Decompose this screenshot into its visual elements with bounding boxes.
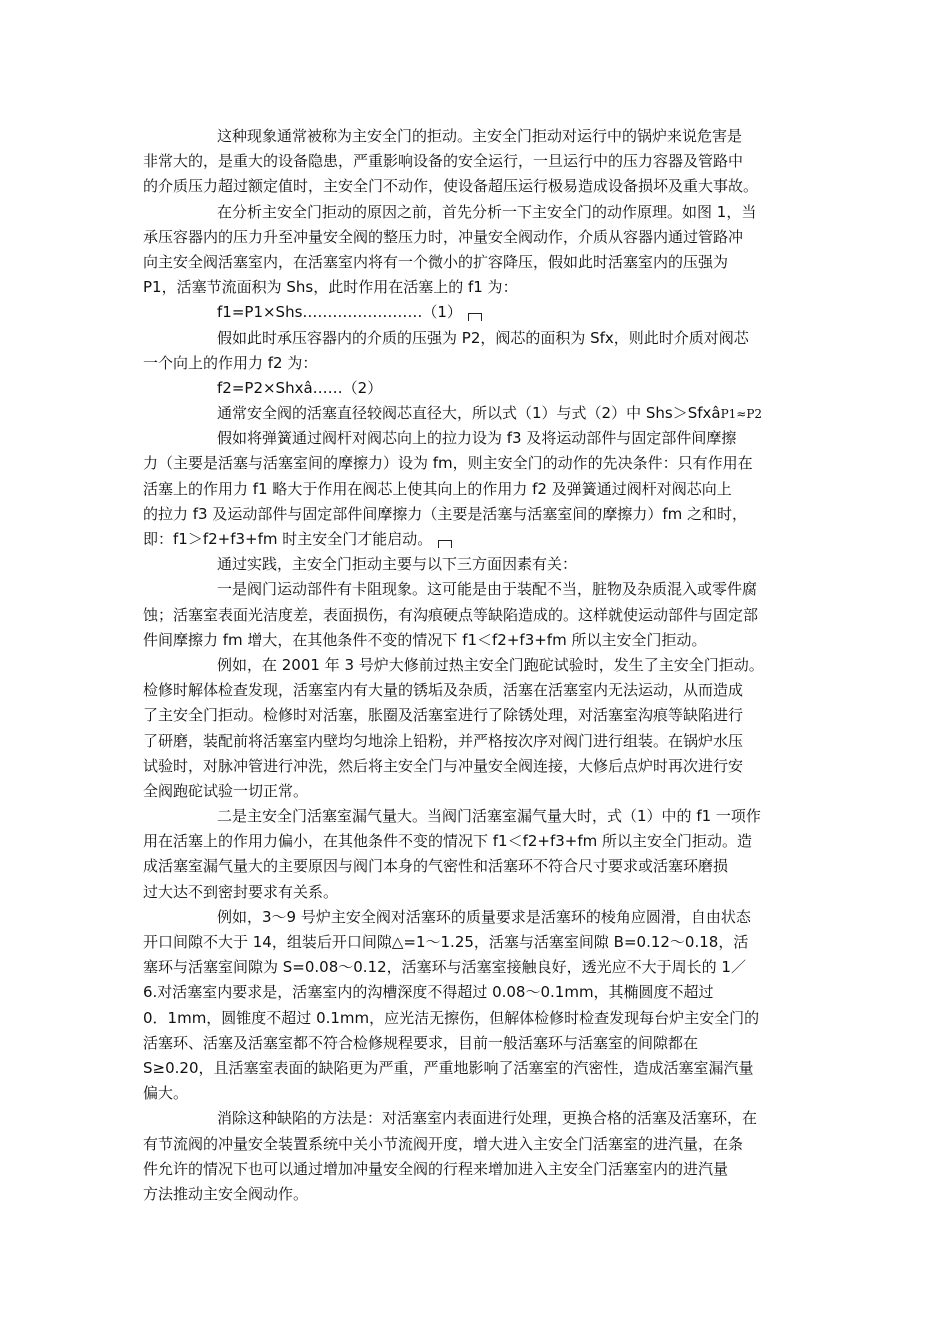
text-line: 一个向上的作用力 f2 为： — [143, 353, 318, 372]
text-line: 承压容器内的压力升至冲量安全阀的整压力时，冲量安全阀动作，介质从容器内通过管路冲 — [143, 227, 744, 246]
text-line: 试验时，对脉冲管进行冲洗，然后将主安全门与冲量安全阀连接，大修后点炉时再次进行安 — [143, 756, 744, 775]
text-line: S≥0.20，且活塞室表面的缺陷更为严重，严重地影响了活塞室的汽密性，造成活塞室漏汽量 — [143, 1058, 754, 1077]
text-line: 有节流阀的冲量安全装置系统中关小节流阀开度，增大进入主安全门活塞室的进汽量，在条 — [143, 1134, 744, 1153]
text-line: 件允许的情况下也可以通过增加冲量安全阀的行程来增加进入主安全门活塞室内的进汽量 — [143, 1159, 729, 1178]
text-line: 的介质压力超过额定值时，主安全门不动作，使设备超压运行极易造成设备损坏及重大事故。 — [143, 177, 759, 196]
paragraph-mark-icon — [468, 313, 482, 321]
text-line: 6.对活塞室内要求是，活塞室内的沟槽深度不得超过 0.08～0.1mm，其椭圆度不超过 — [143, 983, 714, 1002]
text-line: 检修时解体检查发现，活塞室内有大量的锈垢及杂质，活塞在活塞室内无法运动，从而造成 — [143, 681, 744, 700]
text-line: 用在活塞上的作用力偏小，在其他条件不变的情况下 f1＜f2+f3+fm 所以主安全门拒动。造 — [143, 832, 753, 851]
text-line — [143, 527, 807, 552]
formula-line — [143, 300, 807, 325]
text-line: 在分析主安全门拒动的原因之前，首先分析一下主安全门的动作原理。如图 1，当 — [217, 202, 757, 221]
text-line: 开口间隙不大于 14，组装后开口间隙△=1～1.25，活塞与活塞室间隙 B=0.12～0.18，活 — [143, 933, 749, 951]
text-line — [143, 401, 807, 426]
text-segment: P1≈P2 — [720, 407, 763, 422]
text-line: 例如，在 2001 年 3 号炉大修前过热主安全门跑砣试验时，发生了主安全门拒动。 — [217, 655, 764, 674]
text-line: 件间摩擦力 fm 增大，在其他条件不变的情况下 f1＜f2+f3+fm 所以主安全门拒动。 — [143, 630, 707, 649]
text-segment: 即：f1＞f2+f3+fm 时主安全门才能启动。 — [143, 530, 433, 548]
text-line: 消除这种缺陷的方法是：对活塞室内表面进行处理，更换合格的活塞及活塞环，在 — [217, 1109, 758, 1128]
text-line: 蚀；活塞室表面光洁度差，表面损伤，有沟痕硬点等缺陷造成的。这样就使运动部件与固定部 — [143, 605, 759, 624]
text-line: 这种现象通常被称为主安全门的拒动。主安全门拒动对运行中的锅炉来说危害是 — [217, 127, 743, 145]
document-body — [143, 124, 807, 1207]
formula-text: f1=P1×Shs……………………（1） — [217, 303, 462, 322]
text-segment: 通常安全阀的活塞直径较阀芯直径大，所以式（1）与式（2）中 Shs＞Sfxâ — [217, 404, 721, 423]
text-line: 二是主安全门活塞室漏气量大。当阀门活塞室漏气量大时，式（1）中的 f1 一项作 — [217, 807, 761, 826]
text-line: 活塞上的作用力 f1 略大于作用在阀芯上使其向上的作用力 f2 及弹簧通过阀杆对阀芯向上 — [143, 479, 732, 498]
formula-line: f2=P2×Shxâ……（2） — [217, 378, 383, 397]
text-line: 偏大。 — [143, 1084, 189, 1103]
text-line: 过大达不到密封要求有关系。 — [143, 882, 339, 901]
paragraph-mark-icon — [438, 540, 452, 548]
text-line: 0．1mm，圆锥度不超过 0.1mm，应光洁无擦伤，但解体检修时检查发现每台炉主安全门的 — [143, 1008, 760, 1027]
text-line: 方法推动主安全阀动作。 — [143, 1184, 309, 1203]
text-line: 的拉力 f3 及运动部件与固定部件间摩擦力（主要是活塞与活塞室间的摩擦力）fm 之和时， — [143, 504, 748, 523]
text-line: 假如将弹簧通过阀杆对阀芯向上的拉力设为 f3 及将运动部件与固定部件间摩擦 — [217, 429, 737, 448]
text-line: P1，活塞节流面积为 Shs，此时作用在活塞上的 f1 为： — [143, 278, 518, 297]
text-line: 了研磨，装配前将活塞室内壁均匀地涂上铅粉，并严格按次序对阀门进行组装。在锅炉水压 — [143, 731, 744, 750]
text-line: 例如，3～9 号炉主安全阀对活塞环的质量要求是活塞环的棱角应圆滑，自由状态 — [217, 907, 751, 926]
text-line: 非常大的，是重大的设备隐患，严重影响设备的安全运行，一旦运行中的压力容器及管路中 — [143, 152, 744, 171]
text-line: 全阀跑砣试验一切正常。 — [143, 781, 309, 800]
text-line: 成活塞室漏气量大的主要原因与阀门本身的气密性和活塞环不符合尺寸要求或活塞环磨损 — [143, 857, 729, 876]
text-line: 活塞环、活塞及活塞室都不符合检修规程要求，目前一般活塞环与活塞室的间隙都在 — [143, 1033, 699, 1052]
text-line: 一是阀门运动部件有卡阻现象。这可能是由于装配不当，脏物及杂质混入或零件腐 — [217, 580, 758, 599]
text-line: 塞环与活塞室间隙为 S=0.08～0.12，活塞环与活塞室接触良好，透光应不大于周长的 1／ — [143, 958, 746, 977]
text-line: 通过实践，主安全门拒动主要与以下三方面因素有关： — [217, 555, 578, 574]
text-line: 假如此时承压容器内的介质的压强为 P2，阀芯的面积为 Sfx，则此时介质对阀芯 — [217, 328, 749, 347]
text-line: 向主安全阀活塞室内，在活塞室内将有一个微小的扩容降压，假如此时活塞室内的压强为 — [143, 252, 729, 271]
text-line: 了主安全门拒动。检修时对活塞，胀圈及活塞室进行了除锈处理，对活塞室沟痕等缺陷进行 — [143, 706, 744, 725]
text-line: 力（主要是活塞与活塞室间的摩擦力）设为 fm，则主安全门的动作的先决条件：只有作用在 — [143, 454, 753, 473]
